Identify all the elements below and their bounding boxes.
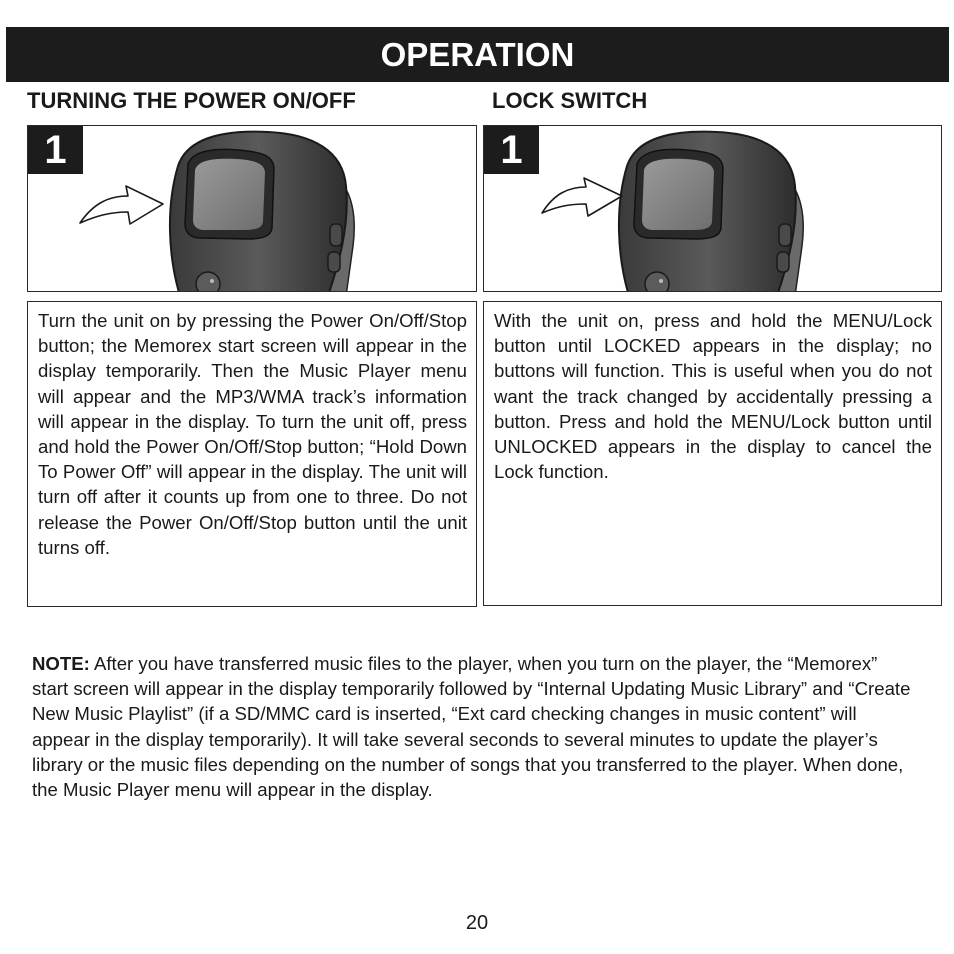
page-number: 20: [465, 912, 489, 934]
step-badge: 1: [484, 126, 539, 174]
section-heading-lock: LOCK SWITCH: [492, 88, 648, 113]
page-title: OPERATION: [380, 35, 575, 73]
power-instructions-text: Turn the unit on by pressing the Power On/Off/Stop button; the Memorex start screen will appear in the display temporarily. Then the Music Player menu will appear and the MP3/WMA track’s information will appear in the display. To turn the unit off, press and hold the Power On/Off/Stop button; “Hold Down To Power Off” will appear in the display. The unit will turn off after it counts up from one to three. Do not release the Power On/Off/Stop button until the unit turns off.: [38, 310, 467, 558]
power-button-illustration: [27, 125, 477, 292]
mp3-player-image: [484, 126, 942, 292]
lock-instructions-box: [483, 301, 942, 606]
section-heading-power: TURNING THE POWER ON/OFF: [27, 88, 356, 113]
note-text: After you have transferred music files to the player, when you turn on the player, the “Memorex” start screen will appear in the display temporarily followed by “Internal Updating Music Library” and “Create New Music Playlist” (if a SD/MMC card is inserted, “Ext card checking changes in music content” will appear in the display temporarily). It will take several seconds to several minutes to update the player’s library or the music files depending on the number of songs that you transferred to the player. When done, the Music Player menu will appear in the display.: [32, 653, 911, 801]
lock-instructions-text: With the unit on, press and hold the MENU/Lock button until LOCKED appears in the display; no buttons will function. This is useful when you do not want the track changed by accidentally pressing a button. Press and hold the MENU/Lock button until UNLOCKED appears in the display to cancel the Lock function.: [494, 310, 932, 483]
page-header-banner: [6, 27, 949, 82]
lock-switch-illustration: [483, 125, 942, 292]
mp3-player-image: [28, 126, 477, 292]
note-label: NOTE:: [32, 653, 90, 674]
note-paragraph: [32, 651, 912, 802]
step-badge: 1: [28, 126, 83, 174]
power-instructions-box: [27, 301, 477, 607]
